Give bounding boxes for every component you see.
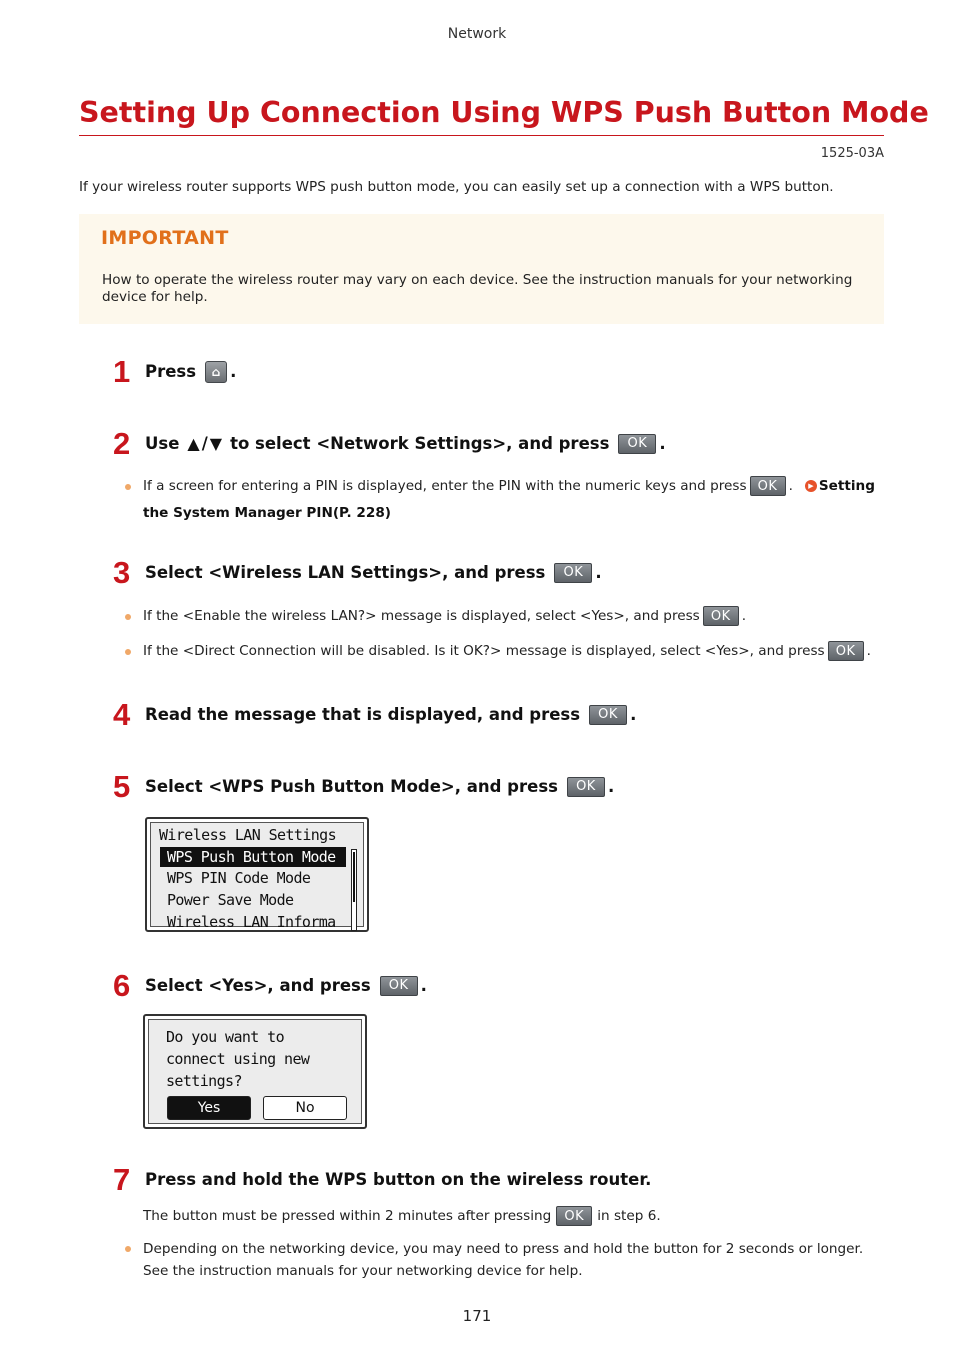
- bullet-dot: [125, 614, 131, 620]
- lcd-screen: [150, 822, 364, 931]
- lcd-line-0: Wireless LAN Settings: [159, 826, 337, 844]
- step-text-end: .: [230, 362, 237, 381]
- lcd-scrollbar: [351, 849, 357, 931]
- step-number: 1: [113, 354, 131, 389]
- ok-button-icon: OK: [589, 705, 627, 725]
- step-2-bullet: [125, 476, 875, 496]
- ok-button-icon: OK: [554, 563, 592, 583]
- step-3-bullet-1: [125, 606, 747, 626]
- link-setting-pin-cont[interactable]: the System Manager PIN(P. 228): [143, 505, 391, 521]
- step-number: 6: [113, 968, 131, 1003]
- ok-button-icon: OK: [556, 1206, 592, 1226]
- bullet-dot: [125, 484, 131, 490]
- bullet-text: Depending on the networking device, you may need to press and hold the button for 2 seconds or longer. See the instruction manuals for your networking device for help.: [143, 1241, 864, 1279]
- step-title: [145, 561, 602, 585]
- step-title: [145, 432, 666, 456]
- ok-button-icon: OK: [567, 777, 605, 797]
- step-text: Select <Yes>, and press: [145, 976, 371, 995]
- step-number: 7: [113, 1162, 131, 1197]
- bullet-dot: [125, 649, 131, 655]
- step-number: 2: [113, 426, 131, 461]
- step-title: [145, 974, 427, 998]
- step-number: 5: [113, 769, 131, 804]
- separator: /: [201, 434, 208, 453]
- page-number: 171: [462, 1307, 492, 1325]
- ok-button-icon: OK: [828, 641, 864, 661]
- link-setting-pin[interactable]: Setting: [818, 478, 875, 494]
- home-button-icon: ⌂: [205, 361, 227, 383]
- lcd-scroll-thumb: [353, 852, 355, 902]
- lcd-yes-button: Yes: [167, 1096, 251, 1120]
- bullet-text-end: .: [741, 608, 747, 624]
- step-title: [145, 775, 614, 799]
- triangle-down-icon: ▼: [209, 434, 223, 453]
- lcd-line-1: connect using new: [166, 1050, 310, 1068]
- lcd-line-4: Wireless LAN Informa: [167, 913, 336, 931]
- ok-button-icon: OK: [380, 976, 418, 996]
- step-text-end: .: [607, 777, 615, 796]
- ok-button-icon: OK: [618, 434, 656, 454]
- important-note: [79, 214, 884, 324]
- step-text-end: .: [659, 434, 666, 453]
- title-rule: [79, 135, 884, 136]
- page-title: Setting Up Connection Using WPS Push Button Mode: [79, 96, 929, 129]
- step-7-text-pre: The button must be pressed within 2 minutes after pressing: [143, 1208, 552, 1224]
- step-text: Read the message that is displayed, and press: [145, 705, 581, 724]
- bullet-text: If the <Enable the wireless LAN?> message is displayed, select <Yes>, and press: [143, 608, 700, 624]
- step-7-bullet: [125, 1238, 885, 1282]
- intro-paragraph: If your wireless router supports WPS push button mode, you can easily set up a connection with a WPS button.: [79, 179, 834, 195]
- lcd-wireless-lan-settings: [145, 817, 369, 932]
- bullet-text-end: .: [788, 478, 793, 494]
- lcd-no-button: No: [263, 1096, 347, 1120]
- lcd-screen: [148, 1019, 362, 1124]
- ok-button-icon: OK: [703, 606, 739, 626]
- triangle-up-icon: ▲: [187, 434, 200, 453]
- step-text-end: .: [630, 705, 637, 724]
- step-3-bullet-2: [125, 641, 871, 661]
- ok-button-icon: OK: [750, 476, 786, 496]
- step-text: Select <Wireless LAN Settings>, and press: [145, 563, 546, 582]
- step-text: Press and hold the WPS button on the wireless router.: [145, 1170, 652, 1189]
- step-number: 3: [113, 555, 131, 590]
- document-code: 1525-03A: [820, 146, 884, 161]
- step-text: Use: [145, 434, 180, 453]
- step-text-end: .: [420, 976, 427, 995]
- bullet-dot: [125, 1246, 131, 1252]
- bullet-text: If the <Direct Connection will be disabled. Is it OK?> message is displayed, select <Yes>, and press: [143, 643, 825, 659]
- step-title: [145, 360, 236, 384]
- lcd-line-3: Power Save Mode: [167, 891, 294, 909]
- lcd-confirm-connect: [143, 1014, 367, 1129]
- lcd-line-2: settings?: [166, 1072, 242, 1090]
- step-text: Press: [145, 362, 197, 381]
- step-text-end: .: [595, 563, 602, 582]
- step-7-text-post: in step 6.: [597, 1208, 661, 1224]
- step-7-text: [143, 1206, 661, 1226]
- step-number: 4: [113, 697, 131, 732]
- important-heading: IMPORTANT: [101, 227, 229, 249]
- lcd-line-2: WPS PIN Code Mode: [167, 869, 311, 887]
- lcd-line-selected: WPS Push Button Mode: [160, 847, 346, 867]
- step-title: [145, 703, 636, 727]
- bullet-text-end: .: [866, 643, 871, 659]
- step-title: [145, 1168, 651, 1192]
- bullet-text: If a screen for entering a PIN is displayed, enter the PIN with the numeric keys and press: [143, 478, 747, 494]
- lcd-line-0: Do you want to: [166, 1028, 285, 1046]
- step-text: Select <WPS Push Button Mode>, and press: [145, 777, 558, 796]
- step-text-middle: to select <Network Settings>, and press: [230, 434, 610, 453]
- link-arrow-icon: ▶: [805, 480, 817, 492]
- important-text: How to operate the wireless router may vary on each device. See the instruction manuals for your networking device for help.: [102, 272, 853, 305]
- running-header: Network: [447, 26, 507, 42]
